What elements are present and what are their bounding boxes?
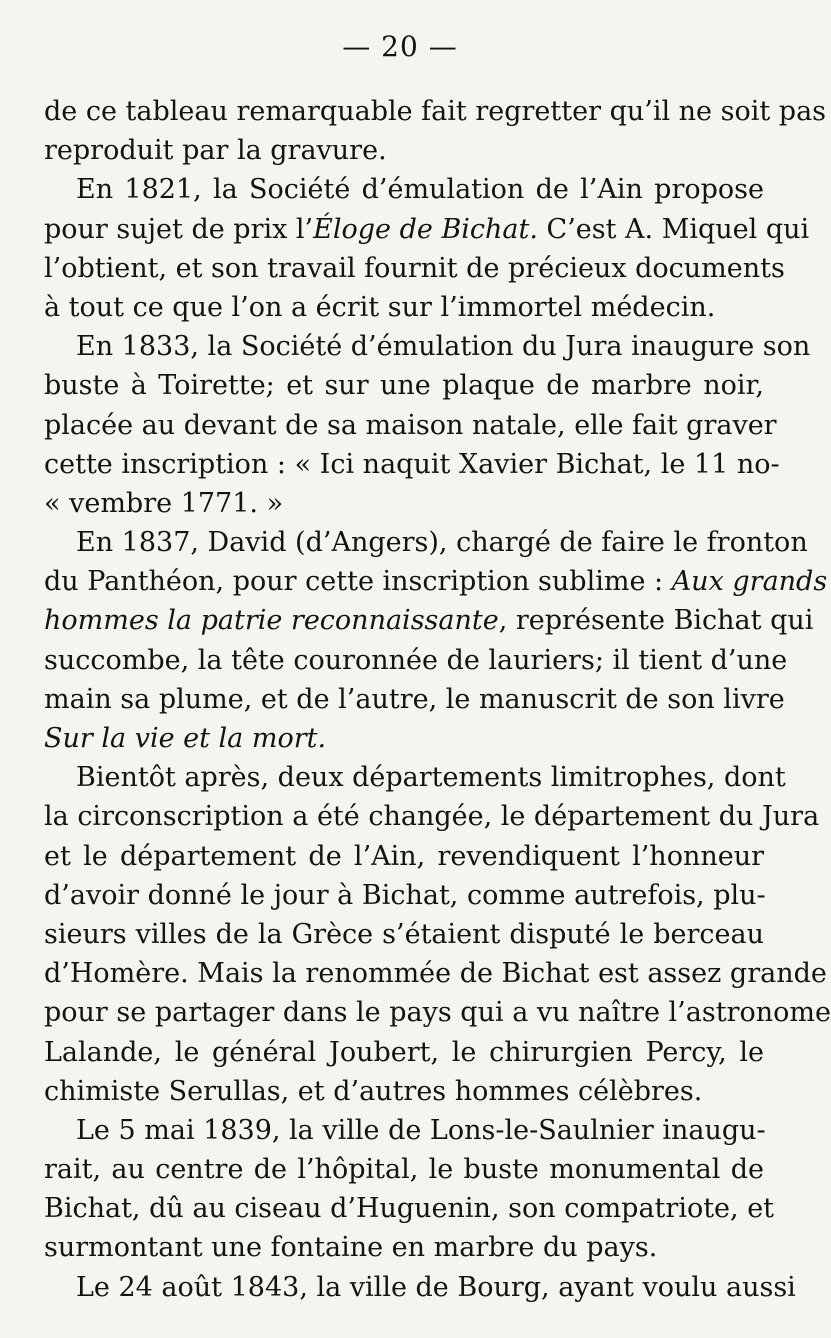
text-line [44, 562, 828, 601]
text-line: Le 24 août 1843, la ville de Bourg, ayant voulu aussi [76, 1271, 796, 1303]
text-line: Bichat, dû au ciseau d’Huguenin, son compatriote, et [44, 1193, 775, 1225]
text-line: rait, au centre de l’hôpital, le buste monumental de [44, 1154, 764, 1186]
text-line: main sa plume, et de l’autre, le manuscrit de son livre [44, 683, 785, 715]
text-line: « vembre 1771. » [44, 487, 284, 519]
italic-text: Aux grands [671, 566, 828, 598]
text-line: la circonscription a été changée, le département du Jura [44, 801, 820, 833]
page-number: — 20 — [342, 30, 458, 63]
text-line [44, 719, 764, 758]
text-line: Bientôt après, deux départements limitrophes, dont [76, 762, 786, 794]
text-line: à tout ce que l’on a écrit sur l’immortel médecin. [44, 291, 716, 323]
text-line [44, 210, 810, 249]
text-line: reproduit par la gravure. [44, 135, 387, 167]
text-line: Le 5 mai 1839, la ville de Lons-le-Saulnier inaugu- [76, 1114, 766, 1146]
text-segment: du Panthéon, pour cette inscription sublime : [44, 566, 672, 598]
text-line: En 1837, David (d’Angers), chargé de faire le fronton [76, 527, 808, 559]
text-line: placée au devant de sa maison natale, elle fait graver [44, 409, 777, 441]
text-line: pour se partager dans le pays qui a vu naître l’astronome [44, 997, 831, 1029]
text-line: Lalande, le général Joubert, le chirurgien Percy, le [44, 1036, 764, 1068]
text-line: l’obtient, et son travail fournit de précieux documents [44, 252, 785, 284]
text-line: de ce tableau remarquable fait regretter qu’il ne soit pas [44, 96, 827, 127]
text-line: sieurs villes de la Grèce s’étaient disputé le berceau [44, 918, 764, 950]
body-text [44, 92, 831, 1307]
text-line: d’avoir donné le jour à Bichat, comme autrefois, plu- [44, 879, 766, 911]
text-line: succombe, la tête couronnée de lauriers; il tient d’une [44, 644, 788, 676]
text-line: et le département de l’Ain, revendiquent l’honneur [44, 840, 764, 872]
text-segment: pour sujet de prix l’ [44, 213, 314, 245]
text-line [44, 601, 814, 640]
text-line: surmontant une fontaine en marbre du pays. [44, 1232, 658, 1264]
text-segment: C’est A. Miquel qui [537, 213, 810, 245]
text-line: En 1833, la Société d’émulation du Jura inaugure son [76, 331, 811, 363]
italic-text: Sur la vie et la mort. [44, 723, 327, 754]
text-line: En 1821, la Société d’émulation de l’Ain propose [76, 174, 764, 206]
text-line: cette inscription : « Ici naquit Xavier Bichat, le 11 no- [44, 448, 780, 480]
italic-text: Éloge de Bichat. [313, 213, 538, 245]
text-segment: , représente Bichat qui [498, 605, 814, 637]
text-line: buste à Toirette; et sur une plaque de marbre noir, [44, 370, 764, 402]
text-line: chimiste Serullas, et d’autres hommes célèbres. [44, 1075, 703, 1107]
italic-text: hommes la patrie reconnaissante [44, 605, 499, 637]
text-line: d’Homère. Mais la renommée de Bichat est assez grande [44, 958, 827, 990]
